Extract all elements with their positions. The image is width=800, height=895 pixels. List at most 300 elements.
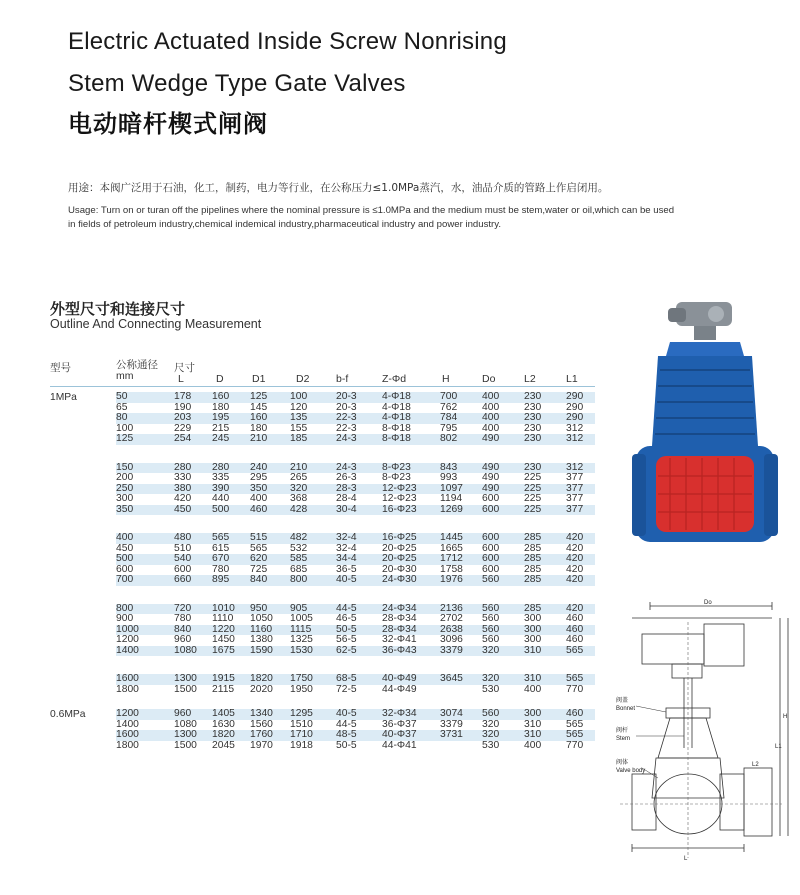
table-cell: 68-5 — [336, 673, 357, 684]
table-cell: 390 — [212, 482, 230, 494]
title-line-1: Electric Actuated Inside Screw Nonrising — [68, 28, 507, 55]
table-cell: 565 — [566, 718, 584, 730]
label-do: Do — [704, 600, 712, 606]
table-cell: 1200 — [116, 708, 139, 719]
table-cell: 1710 — [290, 729, 313, 740]
table-cell: 1820 — [250, 673, 273, 684]
table-cell: 44-5 — [336, 718, 357, 730]
table-cell: 380 — [174, 482, 192, 494]
drawing-left-flange — [632, 774, 656, 830]
table-cell: 1194 — [440, 493, 463, 504]
table-cell: 400 — [524, 683, 542, 695]
table-cell: 670 — [212, 553, 230, 564]
table-cell: 560 — [482, 634, 500, 645]
table-cell: 34-4 — [336, 553, 357, 564]
table-cell: 350 — [116, 503, 134, 515]
table-cell: 310 — [524, 673, 542, 684]
table-cell: 377 — [566, 472, 584, 483]
label-l2: L2 — [752, 762, 759, 768]
table-cell: 28-4 — [336, 493, 357, 504]
table-cell: 1269 — [440, 503, 463, 515]
table-cell: 265 — [290, 472, 308, 483]
table-cell: 3645 — [440, 673, 463, 684]
usage-english: Usage: Turn on or turan off the pipelines where the nominal pressure is ≤1.0MPa and the medium must be stem,water or oil,which can be used in fields of petroleum industry,chemical indemical industry,pharmaceutical industry and power industry. — [68, 205, 675, 230]
table-cell: 565 — [250, 542, 268, 554]
table-cell: 210 — [290, 461, 308, 473]
table-cell: 32-4 — [336, 532, 357, 543]
table-cell: 560 — [482, 574, 500, 585]
table-cell: 230 — [524, 433, 542, 444]
table-row — [116, 505, 595, 516]
table-cell: 24-3 — [336, 433, 357, 444]
table-cell: 420 — [566, 542, 584, 554]
table-cell: 250 — [116, 482, 134, 494]
table-cell: 44-Φ41 — [382, 739, 417, 751]
table-cell: 24-Φ34 — [382, 602, 417, 614]
drawing-actuator — [642, 634, 704, 664]
table-cell: 420 — [174, 493, 192, 504]
table-cell: 1220 — [212, 623, 235, 635]
label-body-cn: 阀体 — [616, 760, 629, 766]
table-cell: 335 — [212, 472, 230, 483]
table-cell: 80 — [116, 412, 128, 423]
table-cell: 312 — [566, 433, 584, 444]
dimension-table — [50, 358, 595, 751]
table-cell: 225 — [524, 482, 542, 494]
table-cell: 36-Φ37 — [382, 718, 417, 730]
usage-chinese: 用途：本阀广泛用于石油，化工，制药，电力等行业，在公称压力≤1.0MPa蒸汽，水，油品介质的管路上作启闭用。 — [68, 182, 609, 194]
table-cell: 28-Φ34 — [382, 623, 417, 635]
table-cell: 44-Φ49 — [382, 683, 417, 695]
table-cell: 560 — [482, 708, 500, 719]
table-cell: 2020 — [250, 683, 273, 695]
table-cell: 1380 — [250, 634, 273, 645]
table-cell: 16-Φ25 — [382, 532, 417, 543]
table-cell: 50-5 — [336, 739, 357, 751]
table-cell: 600 — [174, 563, 192, 575]
table-cell: 50-5 — [336, 623, 357, 635]
table-cell: 8-Φ23 — [382, 461, 411, 473]
table-cell: 482 — [290, 532, 308, 543]
table-cell: 320 — [482, 718, 500, 730]
table-cell: 460 — [566, 708, 584, 719]
table-cell: 300 — [524, 623, 542, 635]
table-cell: 1712 — [440, 553, 463, 564]
table-cell: 780 — [212, 563, 230, 575]
table-cell: 1600 — [116, 673, 139, 684]
table-cell: 22-3 — [336, 412, 357, 423]
table-cell: 285 — [524, 602, 542, 614]
table-cell: 1010 — [212, 602, 235, 614]
table-cell: 1110 — [212, 613, 234, 624]
left-flange — [632, 454, 646, 536]
table-cell: 100 — [290, 391, 308, 402]
table-cell: 230 — [524, 422, 542, 434]
table-row — [116, 685, 595, 696]
table-cell: 565 — [566, 673, 584, 684]
table-cell: 32-4 — [336, 542, 357, 554]
table-cell: 280 — [212, 461, 230, 473]
title-line-2: Stem Wedge Type Gate Valves — [68, 70, 406, 97]
table-cell: 320 — [482, 673, 500, 684]
table-cell: 120 — [290, 401, 308, 413]
table-group — [50, 604, 595, 657]
table-cell: 300 — [524, 634, 542, 645]
table-cell: 1340 — [250, 708, 273, 719]
table-cell: 26-3 — [336, 472, 357, 483]
table-row — [116, 674, 595, 685]
table-group — [50, 674, 595, 695]
table-cell: 125 — [116, 433, 134, 444]
table-cell: 960 — [174, 708, 192, 719]
drawing-right-flange — [720, 774, 744, 830]
table-cell: 20-Φ25 — [382, 542, 417, 554]
table-cell: 615 — [212, 542, 230, 554]
table-cell: 310 — [524, 644, 542, 656]
table-row — [116, 741, 595, 752]
table-cell: 285 — [524, 542, 542, 554]
table-cell: 377 — [566, 482, 584, 494]
header-size: 尺寸 — [174, 362, 195, 374]
section-title-english: Outline And Connecting Measurement — [50, 317, 262, 331]
table-cell: 230 — [524, 461, 542, 473]
table-cell: 145 — [250, 401, 268, 413]
table-cell: 32-Φ34 — [382, 708, 417, 719]
header-model: 型号 — [50, 362, 71, 374]
table-cell: 65 — [116, 401, 128, 413]
table-cell: 320 — [290, 482, 308, 494]
pressure-label: 0.6MPa — [50, 709, 86, 720]
table-cell: 312 — [566, 461, 584, 473]
table-cell: 350 — [250, 482, 268, 494]
table-cell: 285 — [524, 553, 542, 564]
header-col: D2 — [296, 373, 310, 385]
header-col: H — [442, 373, 450, 385]
table-cell: 230 — [524, 391, 542, 402]
table-cell: 490 — [482, 472, 500, 483]
table-cell: 515 — [250, 532, 268, 543]
table-cell: 420 — [566, 532, 584, 543]
table-cell: 1758 — [440, 563, 463, 575]
table-cell: 600 — [482, 542, 500, 554]
table-cell: 400 — [250, 493, 268, 504]
table-cell: 180 — [250, 422, 268, 434]
table-cell: 600 — [482, 493, 500, 504]
table-cell: 795 — [440, 422, 458, 434]
table-cell: 32-Φ41 — [382, 634, 417, 645]
table-cell: 290 — [566, 401, 584, 413]
table-row — [116, 730, 595, 741]
table-cell: 225 — [524, 503, 542, 515]
table-header — [50, 358, 595, 387]
table-cell: 290 — [566, 412, 584, 423]
table-cell: 490 — [482, 433, 500, 444]
table-cell: 895 — [212, 574, 230, 585]
table-cell: 843 — [440, 461, 458, 473]
table-cell: 1080 — [174, 718, 197, 730]
table-cell: 440 — [212, 493, 230, 504]
label-bonnet-cn: 阀盖 — [616, 698, 629, 704]
table-cell: 900 — [116, 613, 134, 624]
table-cell: 840 — [250, 574, 268, 585]
table-cell: 1300 — [174, 673, 197, 684]
table-cell: 400 — [482, 401, 500, 413]
table-cell: 1760 — [250, 729, 273, 740]
table-cell: 229 — [174, 422, 192, 434]
table-cell: 600 — [482, 563, 500, 575]
section-title-chinese: 外型尺寸和连接尺寸 — [50, 300, 186, 318]
table-cell: 1050 — [250, 613, 273, 624]
table-cell: 300 — [524, 708, 542, 719]
table-cell: 600 — [482, 553, 500, 564]
table-cell: 1160 — [250, 623, 273, 635]
table-cell: 280 — [174, 461, 192, 473]
actuator-motor — [668, 308, 686, 322]
label-stem-cn: 阀杆 — [616, 728, 629, 734]
table-cell: 20-Φ25 — [382, 553, 417, 564]
table-cell: 770 — [566, 739, 584, 751]
table-cell: 30-4 — [336, 503, 357, 515]
table-row — [116, 554, 595, 565]
table-cell: 450 — [116, 542, 134, 554]
table-group — [50, 533, 595, 586]
table-cell: 155 — [290, 422, 308, 434]
table-row — [116, 709, 595, 720]
table-cell: 28-Φ34 — [382, 613, 417, 624]
table-cell: 700 — [116, 574, 134, 585]
table-cell: 2045 — [212, 739, 235, 751]
table-cell: 1675 — [212, 644, 235, 656]
table-cell: 8-Φ23 — [382, 472, 411, 483]
table-cell: 840 — [174, 623, 192, 635]
table-cell: 400 — [482, 422, 500, 434]
table-cell: 295 — [250, 472, 268, 483]
label-l: L — [684, 856, 688, 862]
table-cell: 1950 — [290, 683, 313, 695]
table-cell: 960 — [174, 634, 192, 645]
table-cell: 1500 — [174, 683, 197, 695]
actuator-handwheel — [708, 306, 724, 322]
table-cell: 330 — [174, 472, 192, 483]
header-col: D — [216, 373, 224, 385]
table-cell: 215 — [212, 422, 230, 434]
table-cell: 725 — [250, 563, 268, 575]
table-cell: 905 — [290, 602, 308, 614]
table-cell: 1000 — [116, 623, 139, 635]
table-cell: 36-5 — [336, 563, 357, 575]
table-cell: 460 — [566, 613, 584, 624]
table-cell: 530 — [482, 683, 500, 695]
table-cell: 3731 — [440, 729, 463, 740]
drawing-side-view — [744, 768, 772, 836]
table-cell: 762 — [440, 401, 458, 413]
table-cell: 320 — [482, 729, 500, 740]
table-cell: 400 — [524, 739, 542, 751]
table-cell: 285 — [524, 532, 542, 543]
table-cell: 500 — [116, 553, 134, 564]
table-cell: 4-Φ18 — [382, 391, 411, 402]
table-row — [116, 434, 595, 445]
table-cell: 22-3 — [336, 422, 357, 434]
header-dn-unit: mm — [116, 370, 134, 382]
table-cell: 125 — [250, 391, 268, 402]
table-cell: 460 — [250, 503, 268, 515]
pressure-label: 1MPa — [50, 392, 77, 403]
table-cell: 195 — [212, 412, 230, 423]
table-cell: 20-3 — [336, 391, 357, 402]
table-cell: 1097 — [440, 482, 463, 494]
table-cell: 310 — [524, 729, 542, 740]
table-cell: 420 — [566, 563, 584, 575]
table-cell: 1005 — [290, 613, 313, 624]
table-cell: 300 — [524, 613, 542, 624]
header-dn-cn: 公称通径 — [116, 359, 158, 371]
header-col: Z-Φd — [382, 373, 407, 385]
table-cell: 310 — [524, 718, 542, 730]
table-cell: 600 — [116, 563, 134, 575]
label-bonnet-en: Bonnet — [616, 706, 636, 712]
table-cell: 8-Φ18 — [382, 433, 411, 444]
header-dn — [116, 360, 158, 382]
header-col: L1 — [566, 373, 578, 385]
table-cell: 660 — [174, 574, 192, 585]
table-cell: 160 — [212, 391, 230, 402]
table-cell: 1500 — [174, 739, 197, 751]
table-cell: 230 — [524, 412, 542, 423]
header-col: D1 — [252, 373, 266, 385]
table-cell: 300 — [116, 493, 134, 504]
table-cell: 20-Φ30 — [382, 563, 417, 575]
table-row — [116, 575, 595, 586]
table-cell: 28-3 — [336, 482, 357, 494]
table-cell: 2115 — [212, 683, 235, 695]
table-cell: 490 — [482, 482, 500, 494]
table-cell: 40-Φ37 — [382, 729, 417, 740]
table-cell: 1115 — [290, 623, 312, 635]
table-cell: 530 — [482, 739, 500, 751]
table-cell: 200 — [116, 472, 134, 483]
table-cell: 565 — [566, 644, 584, 656]
table-cell: 420 — [566, 553, 584, 564]
table-cell: 377 — [566, 493, 584, 504]
table-group — [50, 463, 595, 516]
table-cell: 290 — [566, 391, 584, 402]
table-cell: 620 — [250, 553, 268, 564]
table-cell: 3096 — [440, 634, 463, 645]
table-cell: 993 — [440, 472, 458, 483]
table-group — [50, 709, 595, 751]
table-cell: 150 — [116, 461, 134, 473]
table-cell: 1405 — [212, 708, 235, 719]
table-cell: 460 — [566, 634, 584, 645]
table-row — [116, 646, 595, 657]
table-cell: 460 — [566, 623, 584, 635]
title-chinese: 电动暗杆楔式闸阀 — [68, 110, 268, 138]
table-cell: 225 — [524, 472, 542, 483]
table-row — [116, 494, 595, 505]
table-cell: 784 — [440, 412, 458, 423]
table-cell: 1918 — [290, 739, 313, 751]
table-cell: 40-5 — [336, 708, 357, 719]
table-cell: 4-Φ18 — [382, 401, 411, 413]
table-cell: 1750 — [290, 673, 313, 684]
table-cell: 1080 — [174, 644, 197, 656]
table-cell: 1915 — [212, 673, 235, 684]
table-cell: 377 — [566, 503, 584, 515]
table-cell: 560 — [482, 623, 500, 635]
table-cell: 565 — [212, 532, 230, 543]
table-body — [50, 392, 595, 751]
table-cell: 1800 — [116, 683, 139, 695]
table-cell: 178 — [174, 391, 192, 402]
table-cell: 1400 — [116, 644, 139, 656]
table-cell: 368 — [290, 493, 308, 504]
table-cell: 1400 — [116, 718, 139, 730]
table-cell: 585 — [290, 553, 308, 564]
table-cell: 40-Φ49 — [382, 673, 417, 684]
table-cell: 16-Φ23 — [382, 503, 417, 515]
table-cell: 532 — [290, 542, 308, 554]
table-cell: 1530 — [290, 644, 313, 656]
table-row — [116, 392, 595, 403]
table-cell: 1600 — [116, 729, 139, 740]
table-cell: 190 — [174, 401, 192, 413]
table-cell: 4-Φ18 — [382, 412, 411, 423]
label-h: H — [783, 714, 788, 720]
table-cell: 36-Φ43 — [382, 644, 417, 656]
table-cell: 1976 — [440, 574, 463, 585]
header-col: Do — [482, 373, 496, 385]
table-cell: 312 — [566, 422, 584, 434]
table-cell: 1630 — [212, 718, 235, 730]
table-cell: 3379 — [440, 644, 463, 656]
table-cell: 560 — [482, 613, 500, 624]
table-cell: 450 — [174, 503, 192, 515]
table-cell: 1295 — [290, 708, 313, 719]
table-cell: 1450 — [212, 634, 235, 645]
technical-drawing — [612, 598, 792, 878]
table-cell: 802 — [440, 433, 458, 444]
table-row — [116, 614, 595, 625]
table-cell: 245 — [212, 433, 230, 444]
table-row — [116, 473, 595, 484]
table-cell: 950 — [250, 602, 268, 614]
table-cell: 1300 — [174, 729, 197, 740]
table-cell: 510 — [174, 542, 192, 554]
table-cell: 800 — [290, 574, 308, 585]
table-cell: 480 — [174, 532, 192, 543]
table-cell: 2702 — [440, 613, 463, 624]
table-cell: 240 — [250, 461, 268, 473]
label-l1: L1 — [775, 744, 782, 750]
table-cell: 185 — [290, 433, 308, 444]
table-cell: 100 — [116, 422, 134, 434]
table-cell: 1665 — [440, 542, 463, 554]
table-cell: 320 — [482, 644, 500, 656]
table-group — [50, 392, 595, 445]
table-cell: 500 — [212, 503, 230, 515]
table-cell: 420 — [566, 574, 584, 585]
table-cell: 48-5 — [336, 729, 357, 740]
table-cell: 540 — [174, 553, 192, 564]
table-cell: 46-5 — [336, 613, 357, 624]
table-cell: 20-3 — [336, 401, 357, 413]
header-col: L2 — [524, 373, 536, 385]
table-cell: 3379 — [440, 718, 463, 730]
table-row — [116, 533, 595, 544]
table-cell: 44-5 — [336, 602, 357, 614]
table-cell: 230 — [524, 401, 542, 413]
